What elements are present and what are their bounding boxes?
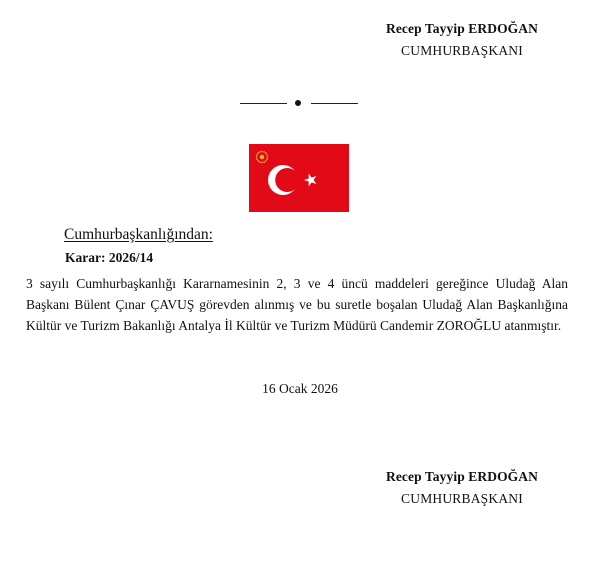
separator-line-right <box>311 103 358 104</box>
seal-star-icon <box>259 161 261 163</box>
seal-star-icon <box>263 151 265 153</box>
seal-star-icon <box>261 151 263 153</box>
seal-star-icon <box>256 156 258 158</box>
decision-number: Karar: 2026/14 <box>65 250 154 265</box>
seal-star-icon <box>263 161 265 163</box>
signature-block-bottom <box>386 469 538 507</box>
decision-body: 3 sayılı Cumhurbaşkanlığı Kararnamesinin 2, 3 ve 4 üncü maddeleri gereğince Uludağ Alan Başkanı Bülent Çınar ÇAVUŞ görevden alınmış ve bu suretle boşalan Uludağ Alan Başkanlığına Kültür ve Turizm Bakanlığı Antalya İl Kültür ve Turizm Müdürü Candemir ZOROĞLU atanmıştır. <box>26 276 568 333</box>
seal-star-icon <box>265 160 267 162</box>
signature-block-top <box>386 21 538 59</box>
seal-star-icon <box>257 160 259 162</box>
crescent-inner <box>275 168 299 192</box>
signatory-name: Recep Tayyip ERDOĞAN <box>385 21 538 36</box>
seal-star-icon <box>259 151 261 153</box>
turkish-flag-emblem <box>249 144 349 212</box>
seal-star-icon <box>266 158 268 160</box>
presidential-seal-icon <box>260 155 264 159</box>
seal-star-icon <box>265 152 267 154</box>
signatory-title: CUMHURBAŞKANI <box>401 43 523 58</box>
separator-dot <box>295 100 301 106</box>
seal-star-icon <box>256 154 258 156</box>
signatory-title: CUMHURBAŞKANI <box>401 491 523 506</box>
seal-star-icon <box>256 158 258 160</box>
separator <box>240 96 358 110</box>
seal-star-icon <box>267 156 269 158</box>
decision-date: 16 Ocak 2026 <box>262 381 338 396</box>
signatory-name: Recep Tayyip ERDOĞAN <box>385 469 538 484</box>
separator-line-left <box>240 103 287 104</box>
seal-star-icon <box>261 162 263 164</box>
issuer-heading: Cumhurbaşkanlığından: <box>64 226 213 243</box>
seal-star-icon <box>266 154 268 156</box>
seal-star-icon <box>257 152 259 154</box>
